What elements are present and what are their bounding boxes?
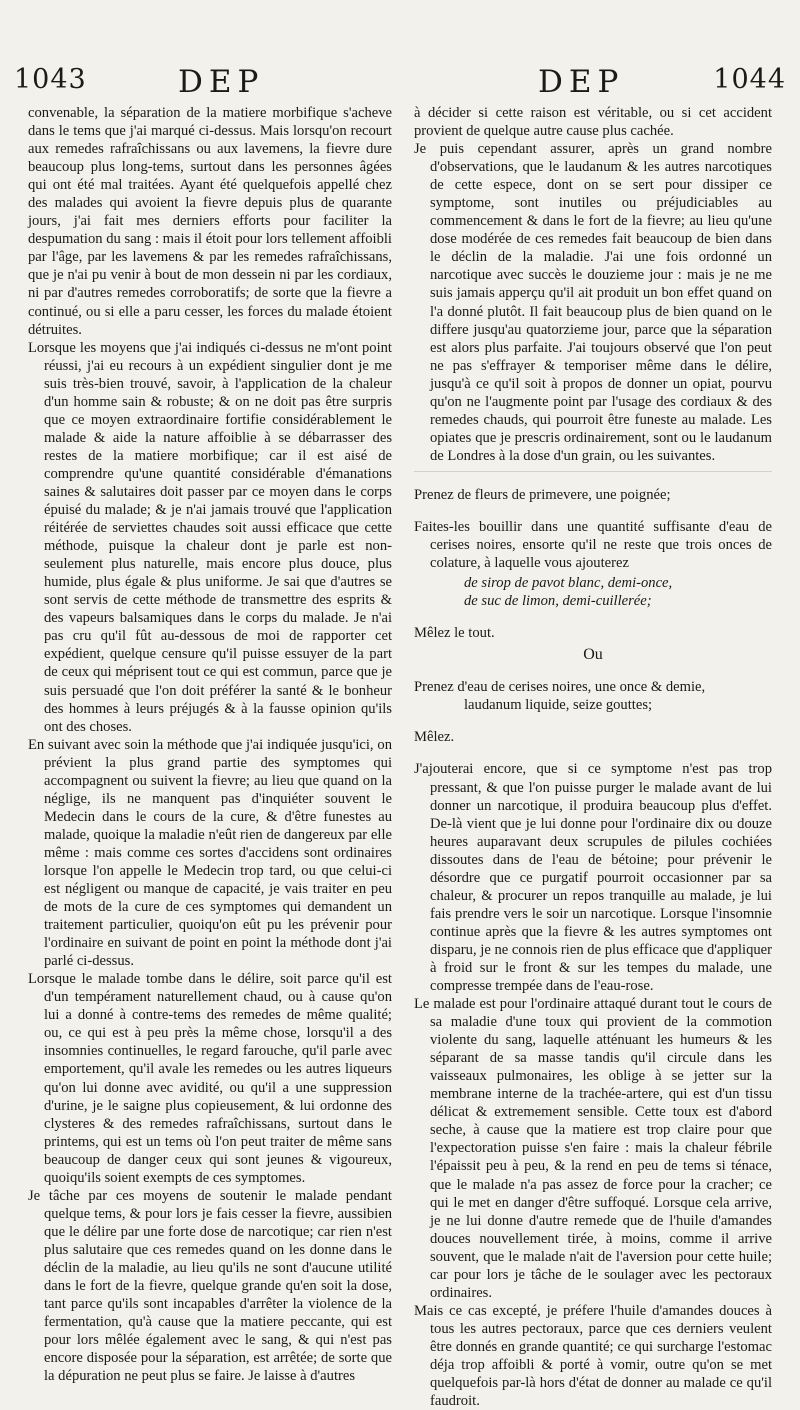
recipe-1-ingredients	[464, 574, 772, 610]
right-paragraph-2: Je puis cependant assurer, après un grand nombre d'observations, que le laudanum & les autres narcotiques de cette espece, dont on se sert pour dissiper ce symptome, sont inutiles ou préjudiciables au commencement & dans le fort de la fievre; au lieu qu'une dose modérée de ces remedes fait beaucoup de bien dans le déclin de la maladie. J'ai une fois ordonné un narcotique avec succès le douzieme jour : mais je ne me suis jamais apperçu qu'il ait produit un bon effet quand on l'a donné plutôt. Il fait beaucoup plus de bien quand on le differe jusqu'au quatorzieme jour, parce que la séparation est alors plus parfaite. J'ai toujours observé que l'on peut ne pas s'effrayer & temporiser même dans le délire, jusqu'à ce qu'il soit à propos de donner un opiat, pourvu qu'on ne l'augmente point par l'usage des cordiaux & des remedes chauds, qui pourroit être funeste au malade. Les opiates que je prescris ordinairement, sont ou le laudanum de Londres à la dose d'un grain, ou les suivantes.	[414, 141, 772, 464]
recipe-1-faites: Faites-les bouillir dans une quantité suffisante d'eau de cerises noires, ensorte qu'il ne reste que trois onces de colature, à laquelle vous ajouterez	[414, 518, 772, 572]
right-paragraph-3: J'ajouterai encore, que si ce symptome n'est pas trop pressant, & que l'on puisse purger le malade avant de lui donner un narcotique, il produira beaucoup plus d'effet. De-là vient que je lui donne pour l'ordinaire dix ou douze heures auparavant deux scrupules de pilules cochiées dissoutes dans de l'eau de bétoine; pour prévenir le désordre que ce purgatif pourroit occasionner par sa chaleur, & procurer un repos tranquille au malade, je lui fais prendre vers le soir un narcotique. Lorsque l'insomnie continue après que la fievre & les autres symptomes ont disparu, je ne connois rien de plus efficace que d'appliquer à froid sur le front & sur les tempes du malade, une compresse trempée dans de l'eau-rose.	[414, 761, 772, 995]
right-paragraph-5: Mais ce cas excepté, je préfere l'huile d'amandes douces à tous les autres pectoraux, parce que ces derniers veulent être donnés en grande quantité; ce qui surcharge l'estomac déja trop affoibli & porté à vomir, outre qu'on se met quelquefois par-là hors d'état de donner au malade ce qu'il faudroit.	[414, 1302, 772, 1410]
recipe-2-line-1: Prenez d'eau de cerises noires, une once & demie,	[414, 679, 706, 696]
page-header	[0, 58, 800, 100]
melez-2: Mêlez.	[414, 729, 455, 746]
right-running-head: DEP	[538, 64, 625, 100]
melez-1: Mêlez le tout.	[414, 625, 495, 642]
ou-heading: Ou	[583, 646, 603, 664]
recipe-1-prenez: Prenez de fleurs de primevere, une poignée;	[414, 486, 671, 503]
right-column	[414, 104, 772, 1410]
left-paragraph-4: Lorsque le malade tombe dans le délire, soit parce qu'il est d'un tempérament naturellement chaud, ou à cause qu'on lui a donné à contre-tems des remedes de même qualité; ou, ce qui est à peu près la même chose, lorsqu'il a des insomnies continuelles, le regard farouche, qu'il parle avec emportement, qu'il avale les remedes ou les autres liqueurs qu'on lui donne avec avidité, ou qu'il a une suppression d'urine, je le saigne plus copieusement, & lui ordonne des clysteres & des remedes rafraîchissans, surtout dans le printems, qui est un tems où l'on peut traiter de même sans beaucoup de danger ceux qui sont jeunes & vigoureux, quoiqu'ils soient exempts de ces symptomes.	[28, 971, 392, 1186]
left-paragraph-5: Je tâche par ces moyens de soutenir le malade pendant quelque tems, & pour lors je fais cesser la fievre, aussibien que le délire par une forte dose de narcotique; car rien n'est plus salutaire que ces remedes quand on les donne dans le déclin de la maladie, au lieu qu'ils ne sont d'aucune utilité dans le fort de la fievre, quelque grande qu'en soit la dose, tant parce qu'ils sont incapables d'arrêter la violence de la fermentation, qu'à cause que la matiere peccante, qui est pour lors mêlée également avec le sang, & qui n'est pas encore disposée pour la séparation, est arrêtée; de sorte que la dépuration ne peut plus se faire. Je laisse à d'autres	[28, 1187, 392, 1385]
recipe-1-ingredient-1: de sirop de pavot blanc, demi-once,	[464, 575, 673, 592]
left-paragraph-1: convenable, la séparation de la matiere morbifique s'acheve dans le tems que j'ai marqué ci-dessus. Mais lorsqu'on recourt aux remedes rafraîchissans ou aux lavemens, la fievre dure beaucoup plus long-tems, surtout dans les personnes âgées qui ont été mal traitées. Ayant été quelquefois appellé chez des malades qui avoient la fievre depuis plus de quarante jours, j'ai fait mes derniers efforts pour faciliter la despumation du sang : mais il étoit pour lors tellement affoibli par l'âge, par les lavemens & par les remedes rafraîchissans, que je n'ai pu venir à bout de mon dessein ni par les cordiaux, ni par d'autres remedes corroboratifs; de sorte que la fievre a continué, ou si elle a paru cesser, les forces du malade étoient détruites.	[28, 105, 392, 338]
left-paragraph-3: En suivant avec soin la méthode que j'ai indiquée jusqu'ici, on prévient la plus grand partie des symptomes qui accompagnent ou suivent la fievre; au lieu que quand on la néglige, ils ne manquent pas d'inquiéter souvent le Medecin dans le cours de la cure, & d'être funestes au malade, quoique la maladie n'eût rien de dangereux par elle même : mais comme ces sortes d'accidens sont ordinaires lorsque l'on appelle le Medecin trop tard, ou que celui-ci est négligent ou manque de capacité, je vais traiter en peu de mots de la cure de ces symptomes qui demandent un traitement particulier, quoiqu'on eût pu les prévenir pour l'ordinaire en suivant de point en point la méthode dont j'ai parlé ci-dessus.	[28, 736, 392, 970]
left-running-head: DEP	[178, 64, 265, 100]
right-intro: à décider si cette raison est véritable, ou si cet accident provient de quelque autre cause plus cachée.	[414, 105, 772, 140]
left-column	[28, 104, 392, 1385]
recipe-2-line-2: laudanum liquide, seize gouttes;	[464, 697, 653, 714]
left-page-number: 1043	[14, 64, 87, 95]
right-paragraph-4: Le malade est pour l'ordinaire attaqué durant tout le cours de sa maladie d'une toux qui provient de la commotion violente du sang, laquelle atténuant les humeurs & les séparant de sa masse tandis qu'il circule dans les vaisseaux pulmonaires, les oblige à se jetter sur la membrane interne de la trachée-artere, qui est d'un tissu délicat & extremement sensible. Cette toux est d'abord seche, à cause que la matiere est trop claire pour que l'expectoration puisse s'en faire : mais la chaleur fébrile l'épaissit peu à peu, & la rend en peu de tems si ténace, que le malade n'a pas assez de force pour la cracher; ce qui le met en danger d'être suffoqué. Lorsque cela arrive, je ne lui donne d'autre remede que de l'huile d'amandes douces nouvellement tirée, à moins, comme il arrive souvent, que le malade n'ait de l'aversion pour cette huile; car pour lors je tâche de le soulager avec les pectoraux ordinaires.	[414, 996, 772, 1301]
left-paragraph-2: Lorsque les moyens que j'ai indiqués ci-dessus ne m'ont point réussi, j'ai eu recours à un expédient singulier dont je me suis très-bien trouvé, savoir, à l'application de la chaleur d'un homme sain & robuste; & on ne doit pas être surpris que ce moyen extraordinaire fortifie considérablement le malade & aide la nature affoiblie à se débarrasser des restes de la matiere morbifique; car il est aisé de comprendre qu'une quantité considérable d'émanations saines & salutaires doit passer par ce moyen dans le corps épuisé du malade; & je n'ai jamais trouvé que l'application réitérée de serviettes chaudes soit aussi efficace que cette méthode, puisque la chaleur dont je parle est non-seulement plus naturelle, mais encore plus douce, plus humide, plus égale & plus uniforme. Je sai que d'autres se sont servis de cette méthode de transmettre des esprits & des vapeurs balsamiques dans le corps du malade. Je n'ai pas cru qu'il fût au-dessous de moi de rapporter cet expédient, quelque censure qu'il puisse essuyer de la part de ceux qui méprisent tout ce qui est commun, parce que je suis persuadé que l'on doit préférer la santé & le bonheur des hommes à leurs préjugés & à la fausse opinion qu'ils ont des choses.	[28, 339, 392, 735]
recipe-1-ingredient-2: de suc de limon, demi-cuillerée;	[464, 593, 652, 610]
right-page-number: 1044	[713, 64, 786, 95]
separator-rule	[414, 471, 772, 472]
